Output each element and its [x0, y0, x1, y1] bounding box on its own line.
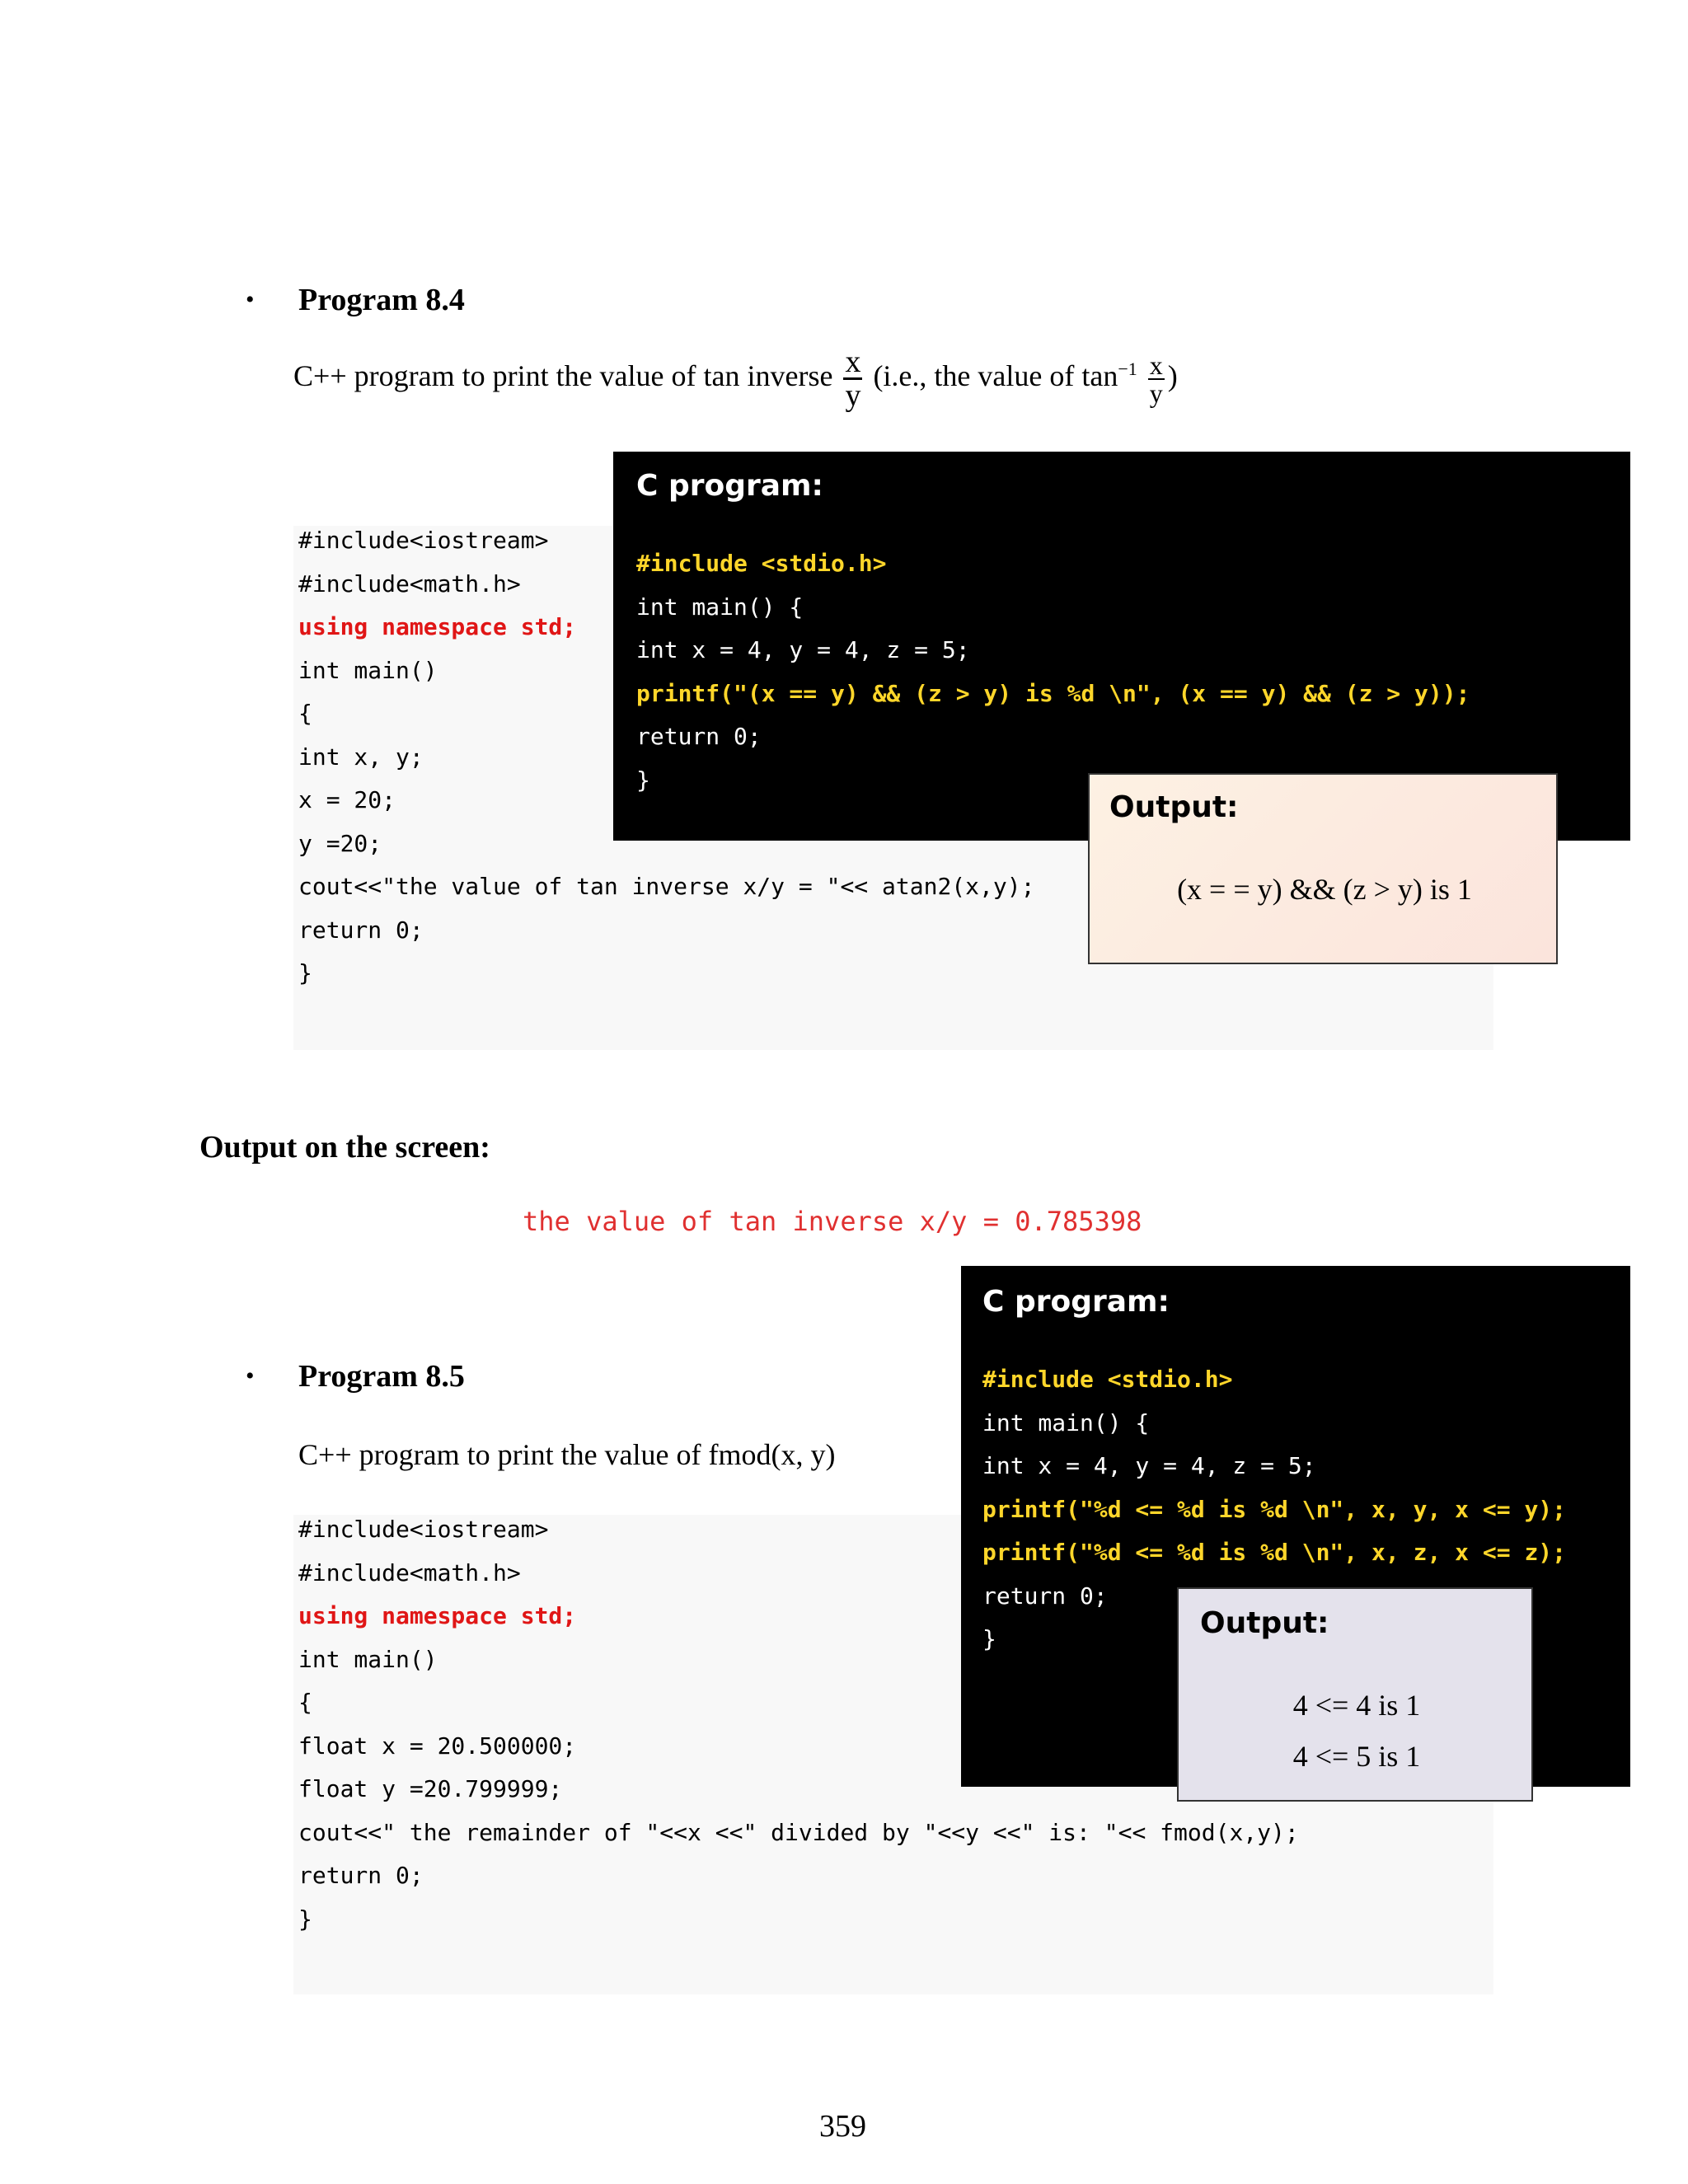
frac-numerator-small: x — [1149, 349, 1163, 380]
code-line: cout<<"the value of tan inverse x/y = "<< atan2(x,y); — [298, 873, 1035, 900]
c-code-line: int x = 4, y = 4, z = 5; — [636, 636, 970, 663]
code-line: #include<math.h> — [298, 1558, 521, 1586]
c-code-line: #include <stdio.h> — [636, 550, 887, 577]
output-line: 4 <= 5 is 1 — [1292, 1740, 1421, 1773]
bullet-program-8-5: • — [246, 1362, 255, 1390]
c-code-line: } — [636, 766, 650, 794]
desc-prefix: C++ program to print the value of tan inverse — [293, 359, 833, 392]
c-code-line: } — [982, 1625, 996, 1652]
code-line: using namespace std; — [298, 613, 577, 640]
program-8-5-description: C++ program to print the value of fmod(x, y) — [298, 1438, 836, 1471]
code-line: { — [298, 1689, 312, 1716]
program-8-4-description — [293, 346, 1178, 411]
code-line: int main() — [298, 1645, 438, 1673]
frac-denominator-small: y — [1149, 377, 1163, 408]
output-heading: Output: — [1200, 1606, 1329, 1640]
code-line: float y =20.799999; — [298, 1775, 563, 1802]
c-code-line: return 0; — [982, 1582, 1108, 1610]
c-code-line: printf("(x == y) && (z > y) is %d \n", (x == y) && (z > y)); — [636, 679, 1470, 707]
c-code-line: return 0; — [636, 723, 762, 750]
code-line: { — [298, 700, 312, 727]
output-heading: Output: — [1109, 790, 1239, 824]
output-on-screen-heading: Output on the screen: — [199, 1130, 490, 1165]
c-program-heading: C program: — [636, 469, 823, 503]
code-line: using namespace std; — [298, 1602, 577, 1629]
bullet-program-8-4: • — [246, 286, 255, 313]
code-line: return 0; — [298, 1862, 424, 1889]
code-line: #include<math.h> — [298, 569, 521, 598]
c-program-code-1 — [636, 542, 1470, 802]
fraction-x-over-y-small — [1148, 349, 1165, 408]
program-8-5-title: Program 8.5 — [298, 1359, 465, 1394]
c-code-line: int x = 4, y = 4, z = 5; — [982, 1452, 1316, 1479]
c-code-line: int main() { — [636, 593, 804, 621]
code-line: float x = 20.500000; — [298, 1732, 577, 1760]
c-code-line: printf("%d <= %d is %d \n", x, y, x <= y); — [982, 1495, 1567, 1523]
code-line: #include<iostream> — [298, 1516, 549, 1543]
code-line: x = 20; — [298, 786, 396, 813]
c-code-line: #include <stdio.h> — [982, 1366, 1233, 1393]
c-code-line: printf("%d <= %d is %d \n", x, z, x <= z); — [982, 1539, 1567, 1566]
output-line: (x = = y) && (z > y) is 1 — [1177, 873, 1472, 906]
c-code-line: int main() { — [982, 1408, 1150, 1436]
output-box-2 — [1177, 1587, 1533, 1802]
frac-denominator: y — [845, 378, 861, 413]
desc-suffix: ) — [1167, 359, 1178, 392]
code-line: int x, y; — [298, 743, 424, 771]
program-8-4-title: Program 8.4 — [298, 283, 465, 317]
superscript-inverse: −1 — [1118, 358, 1137, 379]
code-line: } — [298, 959, 312, 987]
code-line: cout<<" the remainder of "<<x <<" divided by "<<y <<" is: "<< fmod(x,y); — [298, 1818, 1299, 1846]
fraction-x-over-y — [843, 346, 862, 411]
code-line: } — [298, 1905, 312, 1933]
code-line: #include<iostream> — [298, 527, 549, 554]
output-line: 4 <= 4 is 1 — [1292, 1689, 1421, 1722]
desc-mid: (i.e., the value of tan — [873, 359, 1118, 392]
c-program-heading: C program: — [982, 1285, 1170, 1319]
output-box-1 — [1088, 773, 1558, 964]
code-line: return 0; — [298, 916, 424, 944]
code-line: int main() — [298, 656, 438, 684]
code-line: y =20; — [298, 829, 382, 857]
page-number: 359 — [819, 2109, 866, 2144]
screen-output-text: the value of tan inverse x/y = 0.785398 — [523, 1206, 1142, 1237]
frac-numerator: x — [845, 344, 861, 379]
